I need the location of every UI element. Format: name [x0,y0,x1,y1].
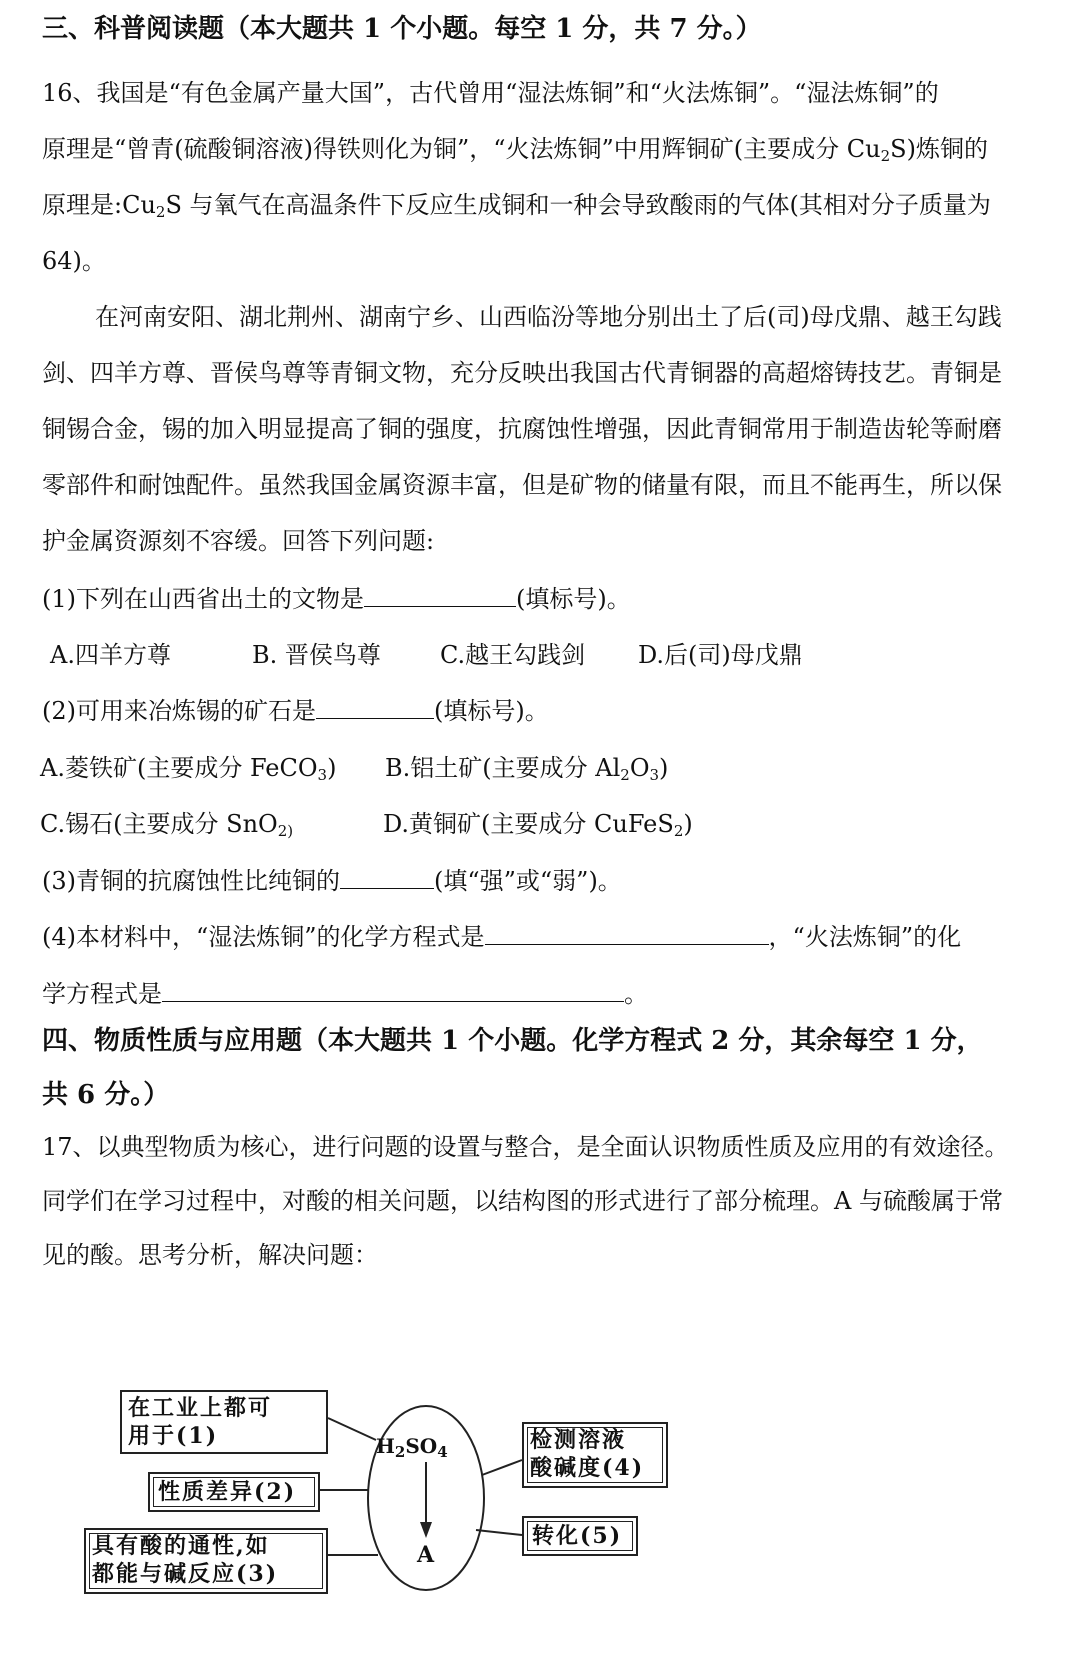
passage-line-5: 护金属资源刻不容缓。回答下列问题: [42,527,435,555]
q17-line-1: 17、以典型物质为核心，进行问题的设置与整合，是全面认识物质性质及应用的有效途径。 [42,1133,1009,1161]
passage-line-3: 铜锡合金，锡的加入明显提高了铜的强度，抗腐蚀性增强，因此青铜常用于制造齿轮等耐磨 [42,415,1002,443]
option-2d: D.黄铜矿(主要成分 CuFeS$_2$) [383,810,693,840]
passage-line-4: 零部件和耐蚀配件。虽然我国金属资源丰富，但是矿物的储量有限，而且不能再生，所以保 [42,471,1002,499]
subquestion-4: (4)本材料中，“湿法炼铜”的化学方程式是 ，“火法炼铜”的化 [42,923,962,951]
answer-blank-4a[interactable] [485,924,769,945]
section-4-heading-line-1: 四、物质性质与应用题（本大题共 1 个小题。化学方程式 2 分，其余每空 1 分， [42,1026,983,1056]
option-1c: C.越王勾践剑 [440,641,586,669]
option-2c: C.锡石(主要成分 SnO$_{2)}$ [40,810,294,840]
subquestion-3: (3)青铜的抗腐蚀性比纯铜的 (填“强”或“弱”)。 [42,867,622,895]
passage-line-1: 在河南安阳、湖北荆州、湖南宁乡、山西临汾等地分别出土了后(司)母戊鼎、越王勾践 [95,303,1002,331]
answer-blank-2[interactable] [316,698,434,719]
subquestion-1: (1)下列在山西省出土的文物是 (填标号)。 [42,585,631,613]
option-2a: A.菱铁矿(主要成分 FeCO$_3$) [40,754,337,784]
subquestion-2: (2)可用来冶炼锡的矿石是 (填标号)。 [42,697,549,725]
answer-blank-4b[interactable] [162,981,624,1002]
passage-line-2: 剑、四羊方尊、晋侯鸟尊等青铜文物，充分反映出我国古代青铜器的高超熔铸技艺。青铜是 [42,359,1002,387]
q16-line-3: 原理是$:Cu_2S$ 与氧气在高温条件下反应生成铜和一种会导致酸雨的气体(其相对分子质量为 [42,191,991,221]
center-formula-h2so4: $H_2SO_4$ [376,1434,448,1461]
center-label-a: A [417,1542,435,1568]
answer-blank-3[interactable] [340,868,434,889]
q16-line-4: 64)。 [42,247,106,275]
answer-blank-1[interactable] [364,586,516,607]
box-acid-general-property: 具有酸的通性,如 都能与碱反应(3) [84,1528,328,1594]
q17-line-3: 见的酸。思考分析，解决问题： [42,1241,378,1269]
connector-1 [328,1418,376,1440]
option-1a: A.四羊方尊 [50,641,171,669]
connector-5 [476,1530,522,1535]
box-conversion: 转化(5) [522,1516,638,1556]
option-2b: B.铝土矿(主要成分 $Al_2O_3$) [385,754,669,784]
option-1b: B. 晋侯鸟尊 [252,641,381,669]
subquestion-4-line-2: 学方程式是 。 [42,980,648,1008]
q17-line-2: 同学们在学习过程中，对酸的相关问题，以结构图的形式进行了部分梳理。A 与硫酸属于常 [42,1187,1003,1215]
section-3-heading: 三、科普阅读题（本大题共 1 个小题。每空 1 分，共 7 分。） [42,14,762,44]
q16-line-2: 原理是“曾青(硫酸铜溶液)得铁则化为铜”，“火法炼铜”中用辉铜矿(主要成分 $Cu_2S$)炼铜的 [42,135,988,165]
section-4-heading-line-2: 共 6 分。） [42,1080,170,1110]
connector-4 [482,1460,522,1475]
option-1d: D.后(司)母戊鼎 [638,641,803,669]
box-ph-detection: 检测溶液 酸碱度(4) [522,1422,668,1488]
acid-structure-diagram [84,1390,724,1610]
box-industrial-use: 在工业上都可 用于(1) [120,1390,328,1454]
arrow-head [420,1522,432,1538]
q16-line-1: 16、我国是“有色金属产量大国”，古代曾用“湿法炼铜”和“火法炼铜”。“湿法炼铜”的 [42,79,939,107]
box-property-difference: 性质差异(2) [148,1472,320,1512]
